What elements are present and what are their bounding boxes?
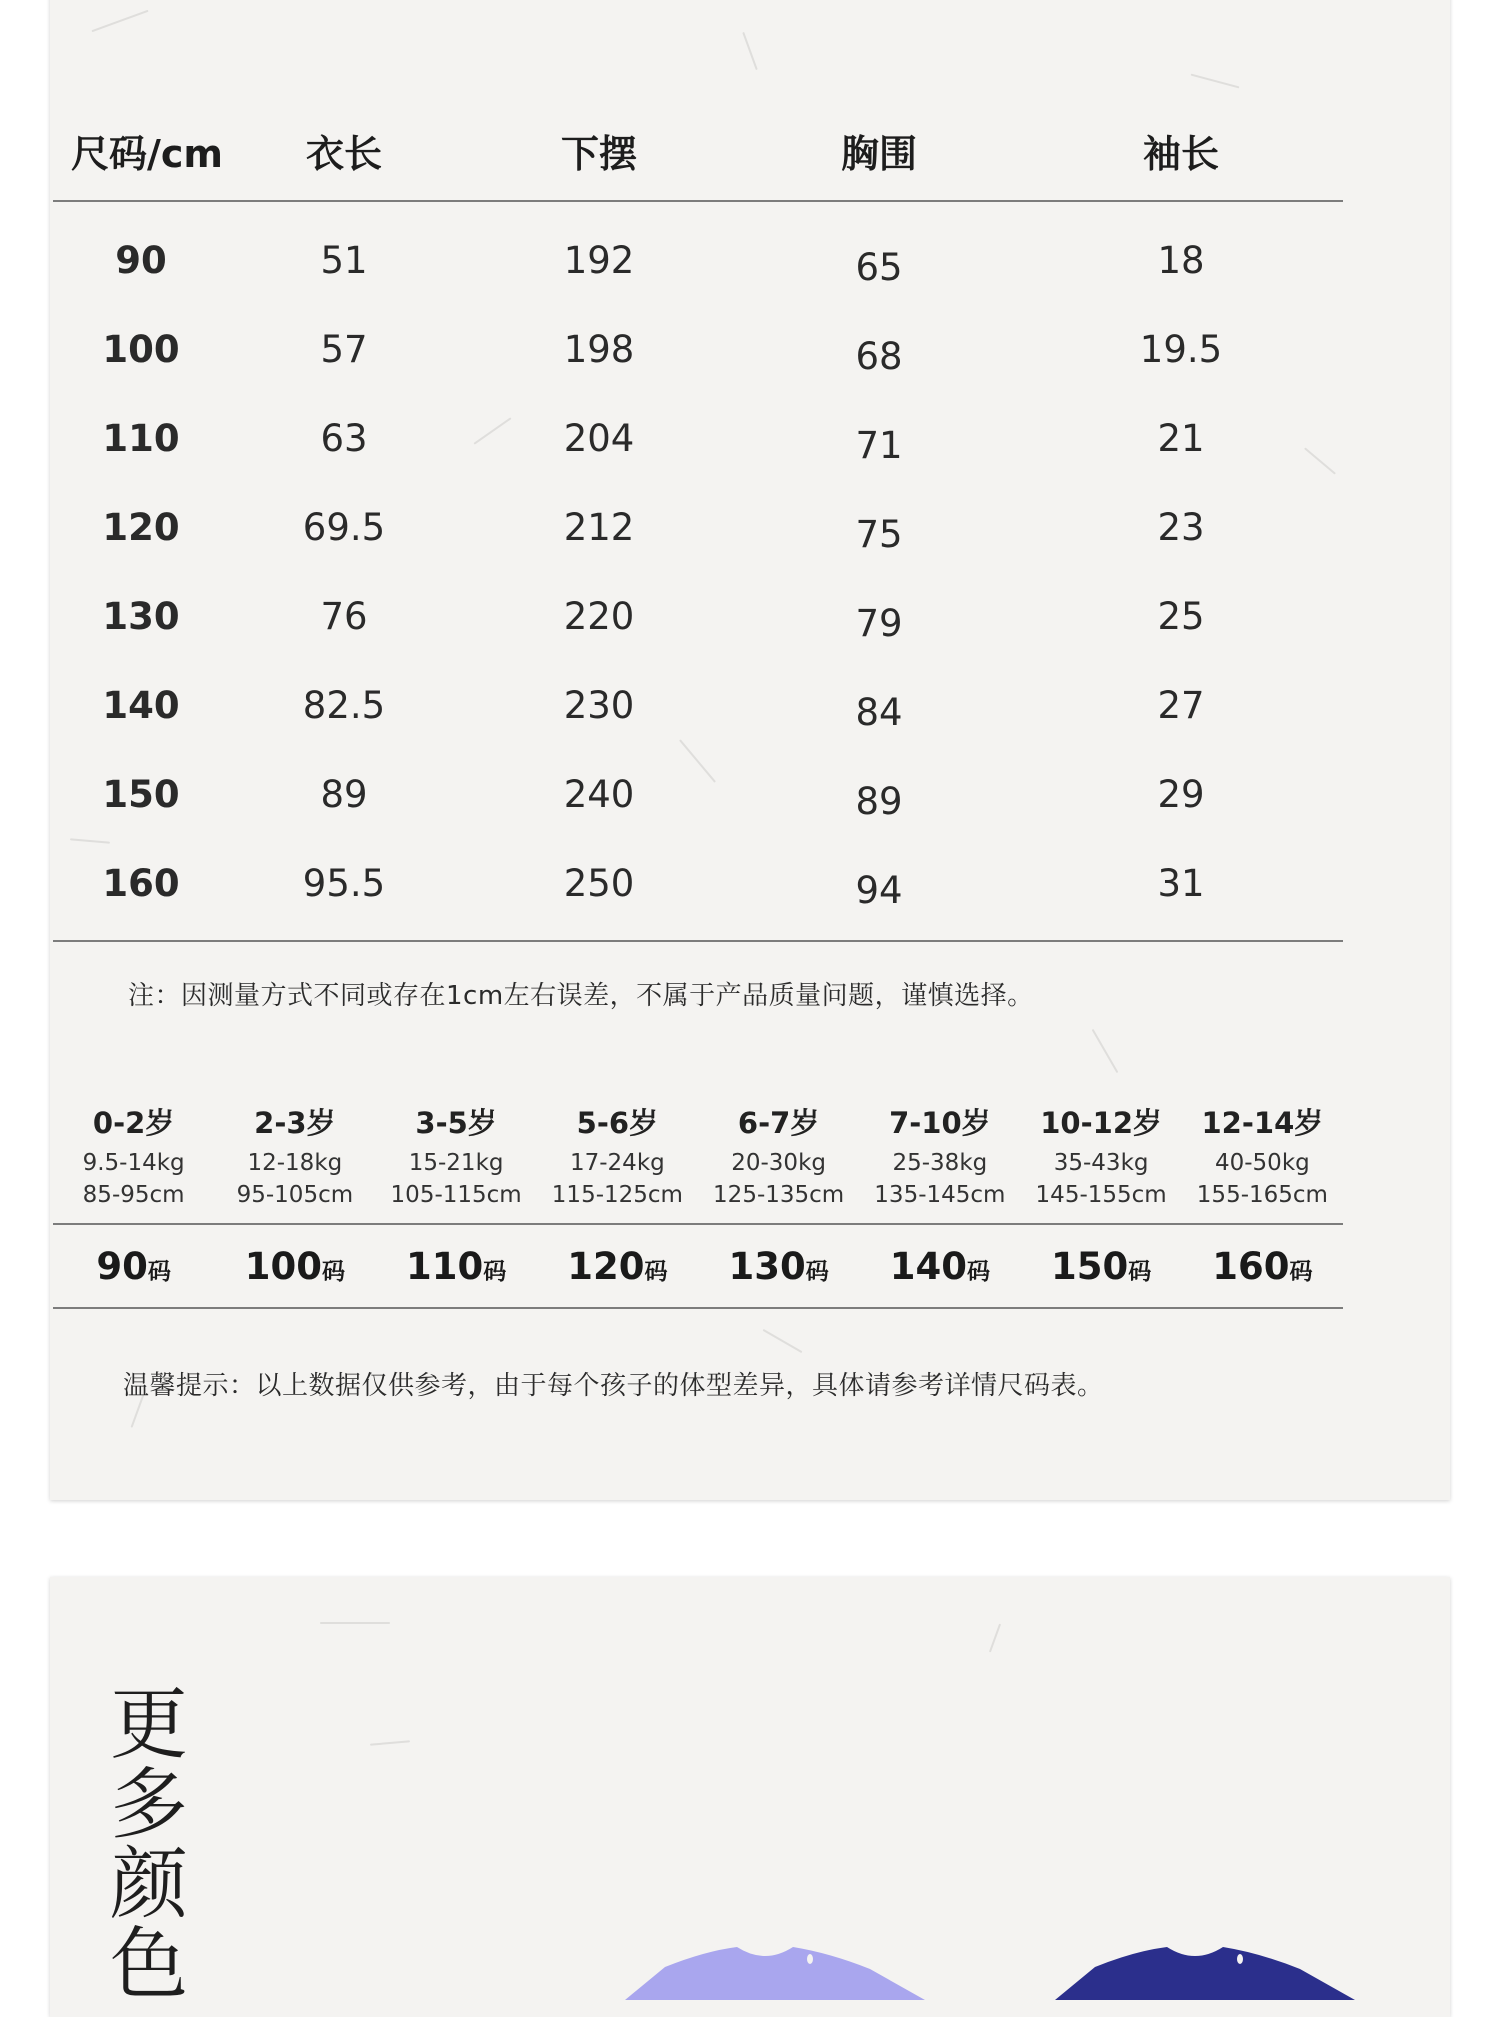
cell-size: 150 xyxy=(102,773,180,816)
height-range: 145-155cm xyxy=(1035,1182,1167,1208)
header-sleeve: 袖长 xyxy=(1142,131,1219,176)
age-label: 5-6岁 xyxy=(576,1106,659,1140)
size-unit: 码 xyxy=(1289,1258,1313,1285)
height-range: 135-145cm xyxy=(874,1182,1006,1208)
weight-range: 15-21kg xyxy=(408,1150,504,1176)
recommended-size xyxy=(1182,1245,1343,1288)
age-guide-cell xyxy=(1182,1105,1343,1211)
cell-size: 110 xyxy=(102,417,180,460)
size-row-divider xyxy=(53,1307,1343,1309)
recommended-size xyxy=(53,1245,214,1288)
cell-hem: 198 xyxy=(563,328,635,371)
recommended-size xyxy=(698,1245,859,1288)
header-length: 衣长 xyxy=(305,131,382,176)
weight-range: 40-50kg xyxy=(1214,1150,1310,1176)
size-unit: 码 xyxy=(321,1258,345,1285)
size-unit: 码 xyxy=(966,1258,990,1285)
size-number: 120 xyxy=(567,1244,645,1288)
cell-hem: 192 xyxy=(563,239,635,282)
cell-length: 57 xyxy=(320,328,368,371)
cell-sleeve: 31 xyxy=(1157,862,1205,905)
age-label: 6-7岁 xyxy=(737,1106,820,1140)
cell-hem: 240 xyxy=(563,773,635,816)
recommended-size xyxy=(376,1245,537,1288)
recommended-size xyxy=(1021,1245,1182,1288)
age-guide-cell xyxy=(214,1105,375,1211)
cell-length: 63 xyxy=(320,417,368,460)
size-table xyxy=(53,100,1343,942)
table-row xyxy=(53,483,1343,572)
header-hem: 下摆 xyxy=(560,131,637,176)
size-number: 100 xyxy=(244,1244,322,1288)
cell-chest: 89 xyxy=(855,780,903,823)
recommended-size xyxy=(214,1245,375,1288)
age-guide-cell xyxy=(53,1105,214,1211)
cell-size: 90 xyxy=(115,239,167,282)
cell-sleeve: 23 xyxy=(1157,506,1205,549)
cell-sleeve: 18 xyxy=(1157,239,1205,282)
table-row xyxy=(53,661,1343,750)
height-range: 125-135cm xyxy=(713,1182,845,1208)
weight-range: 9.5-14kg xyxy=(82,1150,185,1176)
weight-range: 12-18kg xyxy=(247,1150,343,1176)
table-header-row xyxy=(53,100,1343,200)
age-guide-cell xyxy=(698,1105,859,1211)
cell-length: 82.5 xyxy=(302,684,386,727)
cell-chest: 94 xyxy=(855,869,903,912)
cell-size: 140 xyxy=(102,684,180,727)
cell-hem: 212 xyxy=(563,506,635,549)
cell-size: 100 xyxy=(102,328,180,371)
cell-length: 76 xyxy=(320,595,368,638)
cell-length: 95.5 xyxy=(302,862,386,905)
weight-range: 20-30kg xyxy=(731,1150,826,1176)
size-unit: 码 xyxy=(1128,1258,1152,1285)
cell-size: 120 xyxy=(102,506,180,549)
cell-size: 130 xyxy=(102,595,180,638)
height-range: 115-125cm xyxy=(551,1182,683,1208)
height-range: 95-105cm xyxy=(236,1182,354,1208)
weight-range: 17-24kg xyxy=(569,1150,665,1176)
size-number: 110 xyxy=(406,1244,484,1288)
table-row xyxy=(53,572,1343,661)
height-range: 155-165cm xyxy=(1196,1182,1328,1208)
cell-sleeve: 21 xyxy=(1157,417,1205,460)
size-number: 160 xyxy=(1212,1244,1290,1288)
age-guide-cell xyxy=(1021,1105,1182,1211)
table-row xyxy=(53,216,1343,305)
warm-tip: 温馨提示：以上数据仅供参考，由于每个孩子的体型差异，具体请参考详情尺码表。 xyxy=(123,1371,1104,1401)
dress-swatch-navy-blue[interactable] xyxy=(1055,1945,1355,2000)
age-label: 0-2岁 xyxy=(92,1106,175,1140)
table-body xyxy=(53,202,1343,940)
cell-length: 89 xyxy=(320,773,368,816)
age-label: 10-12岁 xyxy=(1040,1106,1162,1140)
cell-chest: 79 xyxy=(855,602,903,645)
table-row xyxy=(53,394,1343,483)
table-bottom-divider xyxy=(53,940,1343,942)
age-size-guide xyxy=(53,1105,1343,1309)
cell-chest: 84 xyxy=(855,691,903,734)
cell-length: 69.5 xyxy=(302,506,386,549)
weight-range: 25-38kg xyxy=(892,1150,988,1176)
cell-chest: 75 xyxy=(855,513,903,556)
age-guide-cell xyxy=(537,1105,698,1211)
height-range: 85-95cm xyxy=(82,1182,185,1208)
header-chest: 胸围 xyxy=(840,131,917,176)
cell-length: 51 xyxy=(320,239,368,282)
size-number: 90 xyxy=(96,1244,148,1288)
age-guide-cell xyxy=(859,1105,1020,1211)
size-unit: 码 xyxy=(805,1258,829,1285)
age-label: 2-3岁 xyxy=(254,1106,336,1140)
cell-chest: 71 xyxy=(855,424,903,467)
weight-range: 35-43kg xyxy=(1053,1150,1149,1176)
age-guide-cell xyxy=(376,1105,537,1211)
cell-sleeve: 27 xyxy=(1157,684,1205,727)
measurement-note: 注：因测量方式不同或存在1cm左右误差，不属于产品质量问题，谨慎选择。 xyxy=(128,981,1034,1011)
cell-sleeve: 25 xyxy=(1157,595,1205,638)
recommended-size xyxy=(537,1245,698,1288)
size-unit: 码 xyxy=(483,1258,507,1285)
size-unit: 码 xyxy=(644,1258,668,1285)
table-row xyxy=(53,750,1343,839)
age-label: 3-5岁 xyxy=(415,1106,497,1140)
cell-size: 160 xyxy=(102,862,180,905)
cell-chest: 68 xyxy=(855,335,903,378)
age-label: 7-10岁 xyxy=(889,1106,991,1140)
cell-hem: 220 xyxy=(563,595,635,638)
recommended-size xyxy=(859,1245,1020,1288)
cell-hem: 250 xyxy=(563,862,635,905)
height-range: 105-115cm xyxy=(390,1182,522,1208)
cell-hem: 204 xyxy=(563,417,635,460)
cell-chest: 65 xyxy=(855,246,903,289)
size-number: 140 xyxy=(889,1244,967,1288)
header-size: 尺码/cm xyxy=(71,131,224,176)
age-label: 12-14岁 xyxy=(1201,1106,1324,1140)
size-unit: 码 xyxy=(147,1258,171,1285)
cell-sleeve: 19.5 xyxy=(1139,328,1223,371)
cell-hem: 230 xyxy=(563,684,635,727)
age-guide-row xyxy=(53,1105,1343,1223)
cell-sleeve: 29 xyxy=(1157,773,1205,816)
size-number: 150 xyxy=(1051,1244,1129,1288)
more-colors-title: 更多颜色 xyxy=(110,1680,189,2010)
table-row xyxy=(53,839,1343,928)
table-row xyxy=(53,305,1343,394)
recommended-size-row xyxy=(53,1225,1343,1307)
size-number: 130 xyxy=(728,1244,806,1288)
dress-swatch-light-purple[interactable] xyxy=(625,1945,925,2000)
